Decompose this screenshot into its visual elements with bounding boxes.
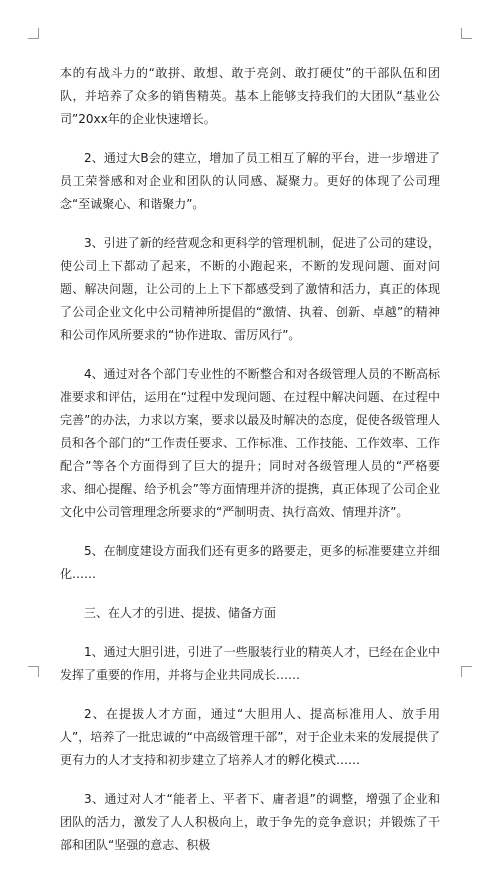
crop-mark-bottom-right — [461, 666, 472, 677]
crop-mark-top-left — [28, 28, 39, 39]
paragraph: 4、通过对各个部门专业性的不断整合和对各级管理人员的不断高标准要求和评估，运用在“过程中发现问题、在过程中解决问题、在过程中完善”的办法，力求以方案，要求以最及时解决的态度，促使各级管理人员和各个部门的“工作责任要求、工作标准、工作技能、工作效率、工作配合”等各个方面得到了巨大的提升；同时对各级管理人员的“严格要求、细心提醒、给予机会”等方面情理并济的提携，真正体现了公司企业文化中公司管理理念所要求的“严制明责、执行高效、情理并济”。 — [60, 367, 440, 519]
paragraph: 2、通过大B会的建立，增加了员工相互了解的平台，进一步增进了员工荣誉感和对企业和团队的认同感、凝聚力。更好的体现了公司理念“至诚聚心、和谐聚力”。 — [60, 151, 440, 211]
paragraph: 5、在制度建设方面我们还有更多的路要走，更多的标准要建立并细化…… — [60, 544, 440, 581]
paragraph: 本的有战斗力的“敢拼、敢想、敢于亮剑、敢打硬仗”的干部队伍和团队，并培养了众多的销售精英。基本上能够支持我们的大团队“基业公司”20xx年的企业快速增长。 — [60, 66, 440, 126]
paragraph: 3、通过对人才“能者上、平者下、庸者退”的调整，增强了企业和团队的活力，激发了人人积极向上，敢于争先的竞争意识；并锻炼了干部和团队“坚强的意志、积极 — [60, 792, 440, 852]
paragraph: 1、通过大胆引进，引进了一些服装行业的精英人才，已经在企业中发挥了重要的作用，并将与企业共同成长…… — [60, 645, 440, 682]
crop-mark-top-right — [461, 28, 472, 39]
crop-mark-bottom-left — [28, 666, 39, 677]
paragraph: 2、在提拔人才方面，通过“大胆用人、提高标准用人、放手用人”，培养了一批忠诚的“中高级管理干部”，对于企业未来的发展提供了更有力的人才支持和初步建立了培养人才的孵化模式…… — [60, 707, 440, 767]
document-body — [60, 62, 440, 873]
paragraph: 3、引进了新的经营观念和更科学的管理机制，促进了公司的建设，使公司上下都动了起来，不断的小跑起来，不断的发现问题、面对问题、解决问题，让公司的上上下下都感受到了激情和活力，真正的体现了公司企业文化中公司精神所提倡的“激情、执着、创新、卓越”的精神和公司作风所要求的“协作进取、雷厉风行”。 — [60, 236, 440, 342]
section-heading: 三、在人才的引进、提拔、储备方面 — [84, 606, 277, 620]
